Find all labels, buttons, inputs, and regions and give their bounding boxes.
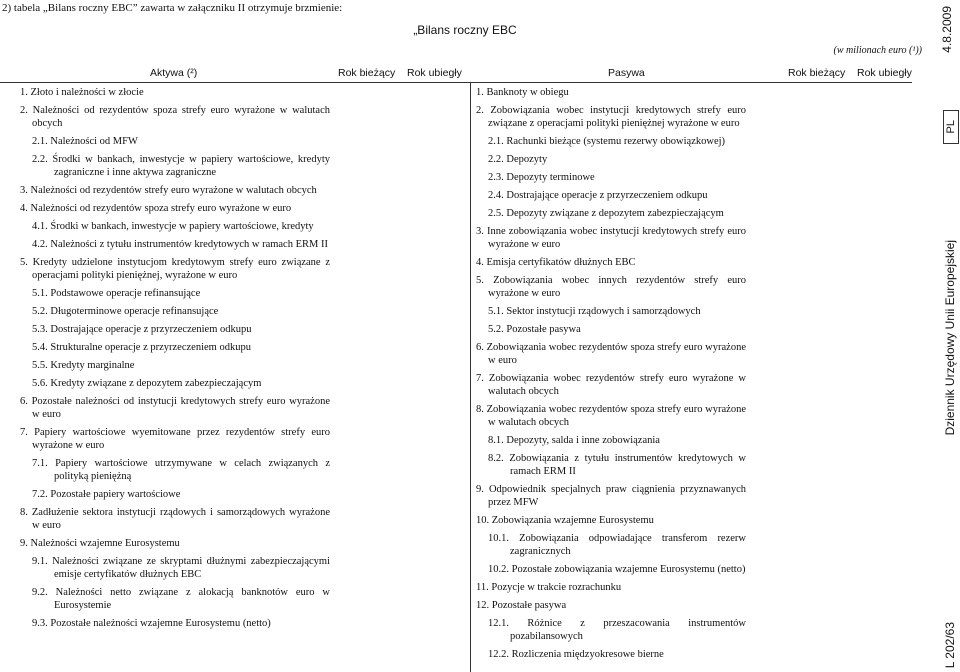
header-current-year-left: Rok bieżący bbox=[338, 67, 396, 79]
liability-item: 10. Zobowiązania wzajemne Eurosystemu bbox=[476, 515, 654, 526]
liability-item: 2.5. Depozyty związane z depozytem zabezpieczającym bbox=[488, 208, 724, 219]
asset-item: 5.2. Długoterminowe operacje refinansujące bbox=[32, 306, 219, 317]
liabilities-column bbox=[476, 86, 746, 666]
header-divider bbox=[0, 82, 912, 83]
liability-item: 5.1. Sektor instytucji rządowych i samorządowych bbox=[488, 306, 701, 317]
asset-item: 3. Należności od rezydentów strefy euro wyrażone w walutach obcych bbox=[20, 185, 317, 196]
liability-item: 6. Zobowiązania wobec rezydentów spoza strefy euro wyrażone w euro bbox=[476, 342, 746, 366]
liability-item: 3. Inne zobowiązania wobec instytucji kredytowych strefy euro wyrażone w euro bbox=[476, 226, 746, 250]
liability-item: 2. Zobowiązania wobec instytucji kredytowych strefy euro związane z operacjami polityki pieniężnej wyrażone w euro bbox=[476, 105, 746, 129]
page-title: „Bilans roczny EBC bbox=[413, 23, 517, 37]
liability-item: 9. Odpowiednik specjalnych praw ciągnienia przyznawanych przez MFW bbox=[476, 484, 746, 508]
liability-item: 12.2. Rozliczenia międzyokresowe bierne bbox=[488, 649, 664, 660]
asset-item: 2. Należności od rezydentów spoza strefy euro wyrażone w walutach obcych bbox=[20, 105, 330, 129]
asset-item: 7. Papiery wartościowe wyemitowane przez rezydentów strefy euro wyrażone w euro bbox=[20, 427, 330, 451]
asset-item: 5.3. Dostrajające operacje z przyrzeczeniem odkupu bbox=[32, 324, 252, 335]
asset-item: 4.2. Należności z tytułu instrumentów kredytowych w ramach ERM II bbox=[32, 239, 328, 250]
asset-item: 9.3. Pozostałe należności wzajemne Eurosystemu (netto) bbox=[32, 618, 271, 629]
liability-item: 12. Pozostałe pasywa bbox=[476, 600, 567, 611]
margin-language: PL bbox=[944, 120, 957, 134]
liability-item: 7. Zobowiązania wobec rezydentów strefy euro wyrażone w walutach obcych bbox=[476, 373, 746, 397]
asset-item: 2.2. Środki w bankach, inwestycje w papiery wartościowe, kredyty zagraniczne i inne aktywa zagraniczne bbox=[32, 154, 330, 178]
liability-item: 8.2. Zobowiązania z tytułu instrumentów kredytowych w ramach ERM II bbox=[488, 453, 746, 477]
asset-item: 9.1. Należności związane ze skryptami dłużnymi zabezpieczającymi emisje certyfikatów dłużnych EBC bbox=[32, 556, 330, 580]
asset-item: 8. Zadłużenie sektora instytucji rządowych i samorządowych wyrażone w euro bbox=[20, 507, 330, 531]
unit-note: (w milionach euro (¹)) bbox=[833, 45, 922, 56]
header-liabilities: Pasywa bbox=[608, 67, 645, 79]
liability-item: 11. Pozycje w trakcie rozrachunku bbox=[476, 582, 622, 593]
asset-item: 5.1. Podstawowe operacje refinansujące bbox=[32, 288, 201, 299]
liability-item: 2.3. Depozyty terminowe bbox=[488, 172, 595, 183]
margin-reference: L 202/63 bbox=[943, 621, 957, 668]
liability-item: 10.2. Pozostałe zobowiązania wzajemne Eurosystemu (netto) bbox=[488, 564, 746, 575]
liability-item: 1. Banknoty w obiegu bbox=[476, 87, 569, 98]
liability-item: 2.4. Dostrajające operacje z przyrzeczeniem odkupu bbox=[488, 190, 708, 201]
assets-column bbox=[20, 86, 330, 635]
header-assets: Aktywa (²) bbox=[150, 67, 198, 79]
header-current-year-right: Rok bieżący bbox=[788, 67, 846, 79]
asset-item: 4.1. Środki w bankach, inwestycje w papiery wartościowe, kredyty bbox=[32, 221, 314, 232]
header-prev-year-right: Rok ubiegły bbox=[857, 67, 912, 79]
asset-item: 5. Kredyty udzielone instytucjom kredytowym strefy euro związane z operacjami polityki pieniężnej, wyrażone w euro bbox=[20, 257, 330, 281]
liability-item: 5.2. Pozostałe pasywa bbox=[488, 324, 581, 335]
asset-item: 1. Złoto i należności w złocie bbox=[20, 87, 144, 98]
liability-item: 12.1. Różnice z przeszacowania instrumentów pozabilansowych bbox=[488, 618, 746, 642]
liability-item: 8.1. Depozyty, salda i inne zobowiązania bbox=[488, 435, 660, 446]
asset-item: 6. Pozostałe należności od instytucji kredytowych strefy euro wyrażone w euro bbox=[20, 396, 330, 420]
asset-item: 2.1. Należności od MFW bbox=[32, 136, 138, 147]
liability-item: 4. Emisja certyfikatów dłużnych EBC bbox=[476, 257, 636, 268]
asset-item: 9.2. Należności netto związane z alokacją banknotów euro w Eurosystemie bbox=[32, 587, 330, 611]
asset-item: 5.6. Kredyty związane z depozytem zabezpieczającym bbox=[32, 378, 262, 389]
asset-item: 4. Należności od rezydentów spoza strefy euro wyrażone w euro bbox=[20, 203, 292, 214]
liability-item: 2.1. Rachunki bieżące (systemu rezerwy obowiązkowej) bbox=[488, 136, 726, 147]
asset-item: 7.2. Pozostałe papiery wartościowe bbox=[32, 489, 181, 500]
asset-item: 5.5. Kredyty marginalne bbox=[32, 360, 135, 371]
margin-journal-title: Dziennik Urzędowy Unii Europejskiej bbox=[943, 240, 957, 436]
liability-item: 8. Zobowiązania wobec rezydentów spoza strefy euro wyrażone w walutach obcych bbox=[476, 404, 746, 428]
column-divider bbox=[470, 82, 471, 672]
asset-item: 5.4. Strukturalne operacje z przyrzeczeniem odkupu bbox=[32, 342, 251, 353]
liability-item: 2.2. Depozyty bbox=[488, 154, 548, 165]
margin-language-box bbox=[943, 110, 959, 144]
header-prev-year-left: Rok ubiegły bbox=[407, 67, 462, 79]
asset-item: 7.1. Papiery wartościowe utrzymywane w celach związanych z polityką pieniężną bbox=[32, 458, 330, 482]
liability-item: 10.1. Zobowiązania odpowiadające transferom rezerw zagranicznych bbox=[488, 533, 746, 557]
margin-date: 4.8.2009 bbox=[940, 6, 954, 53]
liability-item: 5. Zobowiązania wobec innych rezydentów strefy euro wyrażone w euro bbox=[476, 275, 746, 299]
intro-text: 2) tabela „Bilans roczny EBC” zawarta w załączniku II otrzymuje brzmienie: bbox=[2, 2, 343, 14]
asset-item: 9. Należności wzajemne Eurosystemu bbox=[20, 538, 180, 549]
